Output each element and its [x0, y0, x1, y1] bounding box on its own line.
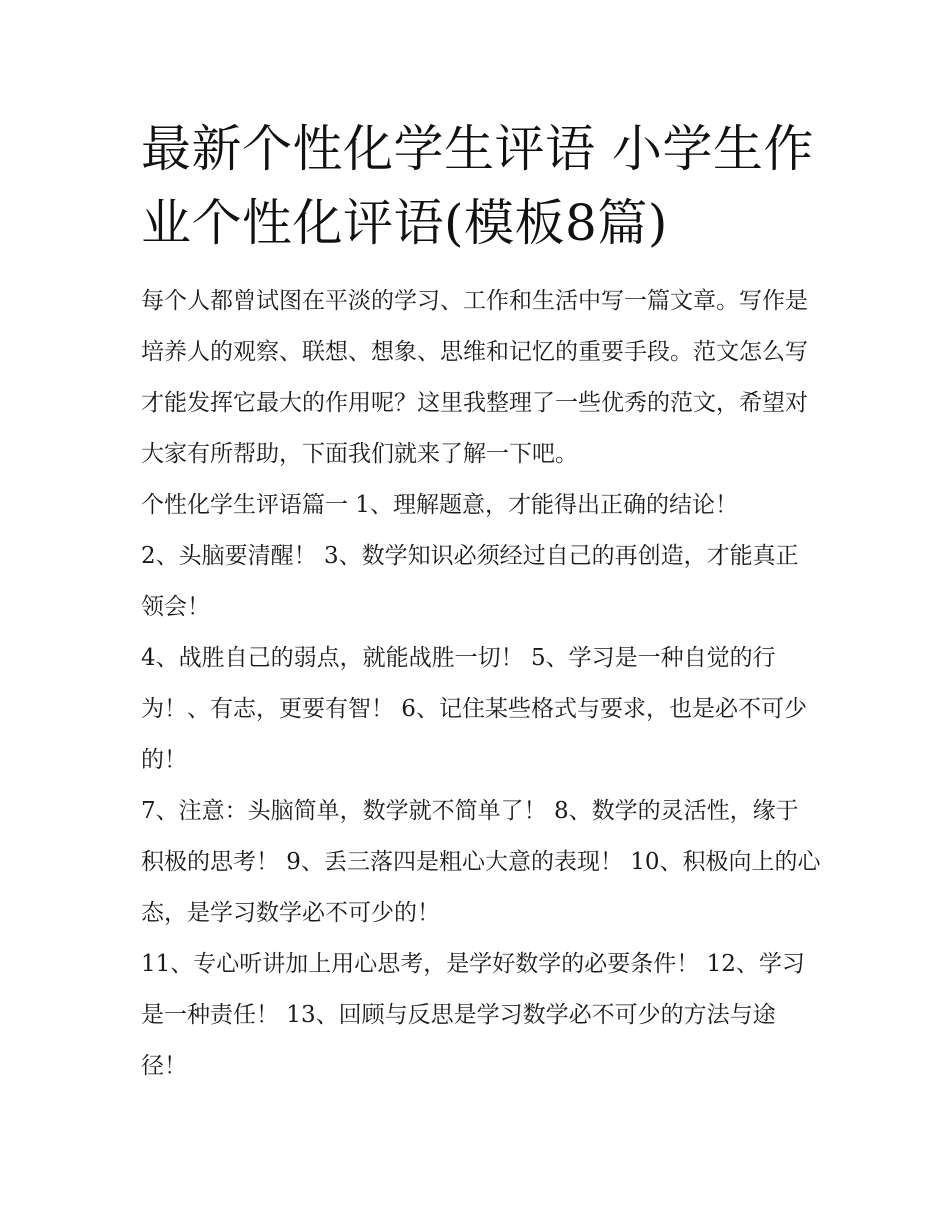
- comment-paragraph-2: 2、头脑要清醒！ 3、数学知识必须经过自己的再创造，才能真正领会！: [141, 543, 799, 620]
- comment-paragraph-5: 11、专心听讲加上用心思考，是学好数学的必要条件！ 12、学习是一种责任！ 13、回顾与反思是学习数学必不可少的方法与途径！: [141, 951, 805, 1079]
- intro-paragraph: 每个人都曾试图在平淡的学习、工作和生活中写一篇文章。写作是培养人的观察、联想、想象、思维和记忆的重要手段。范文怎么写才能发挥它最大的作用呢？这里我整理了一些优秀的范文，希望对大家有所帮助，下面我们就来了解一下吧。: [141, 288, 808, 467]
- comment-paragraph-4: 7、注意：头脑简单，数学就不简单了！ 8、数学的灵活性，缘于积极的思考！ 9、丢三落四是粗心大意的表现！ 10、积极向上的心态，是学习数学必不可少的！: [141, 798, 821, 926]
- comment-paragraph-1: 个性化学生评语篇一 1、理解题意，才能得出正确的结论！: [141, 492, 738, 518]
- document-title: 最新个性化学生评语 小学生作业个性化评语(模板8篇): [141, 120, 814, 252]
- comment-paragraph-3: 4、战胜自己的弱点，就能战胜一切！ 5、学习是一种自觉的行为！、有志，更要有智！ 6、记住某些格式与要求，也是必不可少的！: [141, 645, 807, 773]
- document-body: [141, 276, 821, 1092]
